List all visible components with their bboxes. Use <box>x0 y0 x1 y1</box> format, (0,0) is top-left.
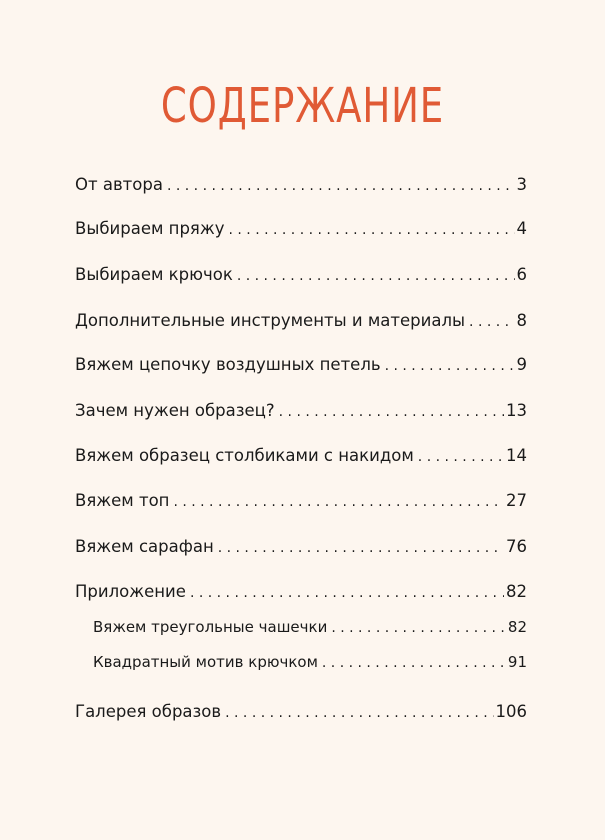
toc-entry-label: Вяжем топ <box>75 491 170 510</box>
toc-entry-label: Вяжем цепочку воздушных петель <box>75 355 381 374</box>
toc-leader-dots <box>218 537 504 559</box>
toc-page-number: 4 <box>516 219 527 238</box>
toc-page-number: 13 <box>506 401 527 420</box>
toc-leader-dots <box>469 311 514 333</box>
toc-leader-dots <box>173 491 504 513</box>
toc-subentry[interactable] <box>93 616 527 638</box>
toc-entry[interactable] <box>75 581 527 603</box>
toc-leader-dots <box>237 265 515 287</box>
toc-page-number: 82 <box>506 582 527 601</box>
toc-entry-label: Галерея образов <box>75 702 222 721</box>
toc-leader-dots <box>385 355 515 377</box>
toc-entry-label: Вяжем образец столбиками с накидом <box>75 446 414 465</box>
toc-entry[interactable] <box>75 174 527 196</box>
toc-page-number: 9 <box>516 355 527 374</box>
toc-entry[interactable] <box>75 400 527 422</box>
toc-page-number: 14 <box>506 446 527 465</box>
toc-leader-dots <box>229 219 515 241</box>
toc-entry[interactable] <box>75 218 527 240</box>
toc-leader-dots <box>418 446 504 468</box>
toc-entry[interactable] <box>75 445 527 467</box>
toc-entry[interactable] <box>75 701 527 723</box>
toc-leader-dots <box>225 702 493 724</box>
toc-entry-label: Зачем нужен образец? <box>75 401 275 420</box>
toc-page-number: 82 <box>507 618 527 636</box>
toc-leader-dots <box>190 582 504 604</box>
toc-entry-label: Квадратный мотив крючком <box>93 653 318 671</box>
toc-page-number: 91 <box>507 653 527 671</box>
toc-entry-label: Вяжем сарафан <box>75 537 214 556</box>
toc-page-number: 27 <box>506 491 527 510</box>
toc-entry-label: От автора <box>75 175 163 194</box>
toc-entry-label: Дополнительные инструменты и материалы <box>75 311 466 330</box>
toc-entry[interactable] <box>75 354 527 376</box>
toc-entry-label: Приложение <box>75 582 186 601</box>
toc-entry[interactable] <box>75 264 527 286</box>
toc-entry[interactable] <box>75 536 527 558</box>
toc-entry-label: Выбираем пряжу <box>75 219 225 238</box>
toc-leader-dots <box>331 617 506 639</box>
toc-leader-dots <box>279 401 504 423</box>
page-title: СОДЕРЖАНИЕ <box>160 78 445 134</box>
toc-subentry[interactable] <box>93 651 527 673</box>
toc-page-number: 106 <box>495 702 527 721</box>
toc-entry-label: Выбираем крючок <box>75 265 233 284</box>
toc-page-number: 3 <box>516 175 527 194</box>
toc-entry-label: Вяжем треугольные чашечки <box>93 618 328 636</box>
toc-entry[interactable] <box>75 490 527 512</box>
toc-entry[interactable] <box>75 310 527 332</box>
toc-page-number: 6 <box>516 265 527 284</box>
toc-leader-dots <box>167 175 515 197</box>
toc-page-number: 76 <box>506 537 527 556</box>
toc-page-number: 8 <box>516 311 527 330</box>
toc-leader-dots <box>322 652 506 674</box>
